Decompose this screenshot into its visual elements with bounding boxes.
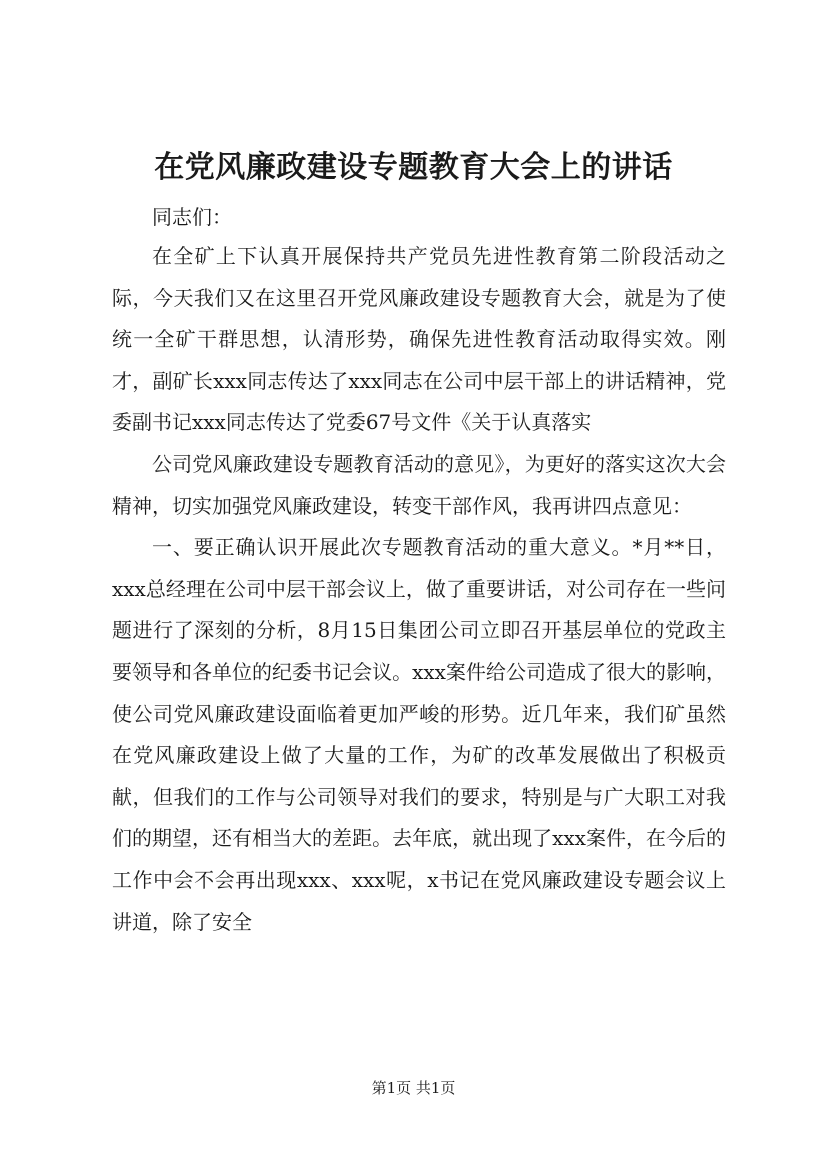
document-body <box>112 198 726 943</box>
paragraph-2: 公司党风廉政建设专题教育活动的意见》，为更好的落实这次大会精神，切实加强党风廉政建设，转变干部作风，我再讲四点意见： <box>112 451 726 518</box>
page-footer: 第1页 共1页 <box>371 1079 456 1097</box>
document-title: 在党风廉政建设专题教育大会上的讲话 <box>154 150 673 185</box>
salutation: 同志们： <box>152 205 232 229</box>
paragraph-1: 在全矿上下认真开展保持共产党员先进性教育第二阶段活动之际，今天我们又在这里召开党风廉政建设专题教育大会，就是为了使统一全矿干群思想，认清形势，确保先进性教育活动取得实效。刚才，副矿长xxx同志传达了xxx同志在公司中层干部上的讲话精神，党委副书记xxx同志传达了党委67号文件《关于认真落实 <box>112 244 726 435</box>
paragraph-3: 一、要正确认识开展此次专题教育活动的重大意义。*月**日，xxx总经理在公司中层干部会议上，做了重要讲话，对公司存在一些问题进行了深刻的分析，8月15日集团公司立即召开基层单位的党政主要领导和各单位的纪委书记会议。xxx案件给公司造成了很大的影响，使公司党风廉政建设面临着更加严峻的形势。近几年来，我们矿虽然在党风廉政建设上做了大量的工作，为矿的改革发展做出了积极贡献，但我们的工作与公司领导对我们的要求，特别是与广大职工对我们的期望，还有相当大的差距。去年底，就出现了xxx案件，在今后的工作中会不会再出现xxx、xxx呢，x书记在党风廉政建设专题会议上讲道，除了安全 <box>112 535 726 934</box>
